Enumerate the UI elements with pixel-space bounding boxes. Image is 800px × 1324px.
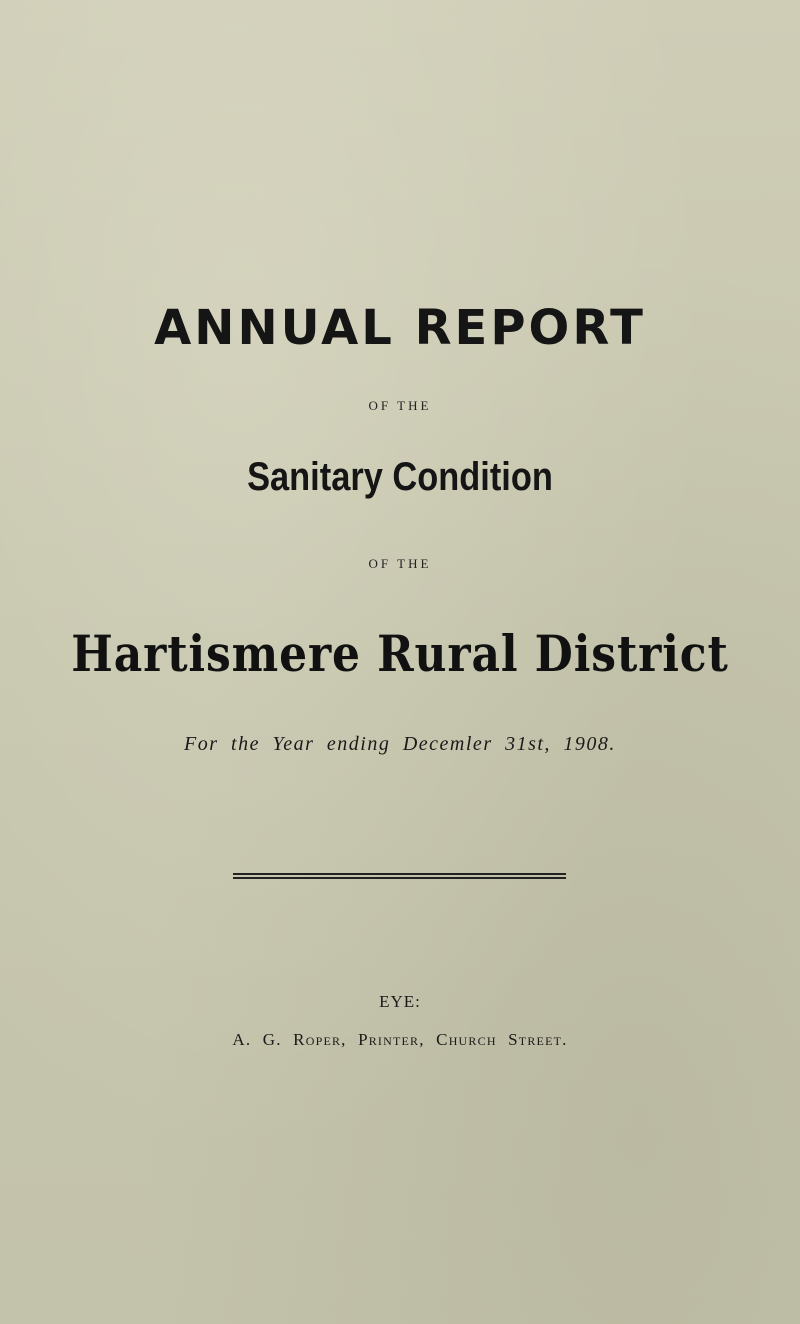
district-name: Hartismere Rural District: [71, 624, 729, 683]
rule-line-bottom: [233, 877, 566, 879]
printer-imprint: A. G. Roper, Printer, Church Street.: [232, 1030, 568, 1049]
report-subject: Sanitary Condition: [247, 455, 553, 499]
report-title: ANNUAL REPORT: [154, 300, 646, 356]
of-the-label-1: OF THE: [368, 398, 432, 413]
publication-place: EYE:: [379, 992, 421, 1011]
double-rule-divider: [233, 873, 566, 880]
rule-line-top: [233, 873, 566, 875]
report-period: For the Year ending Decemler 31st, 1908.: [184, 733, 616, 755]
of-the-label-2: OF THE: [368, 556, 432, 571]
